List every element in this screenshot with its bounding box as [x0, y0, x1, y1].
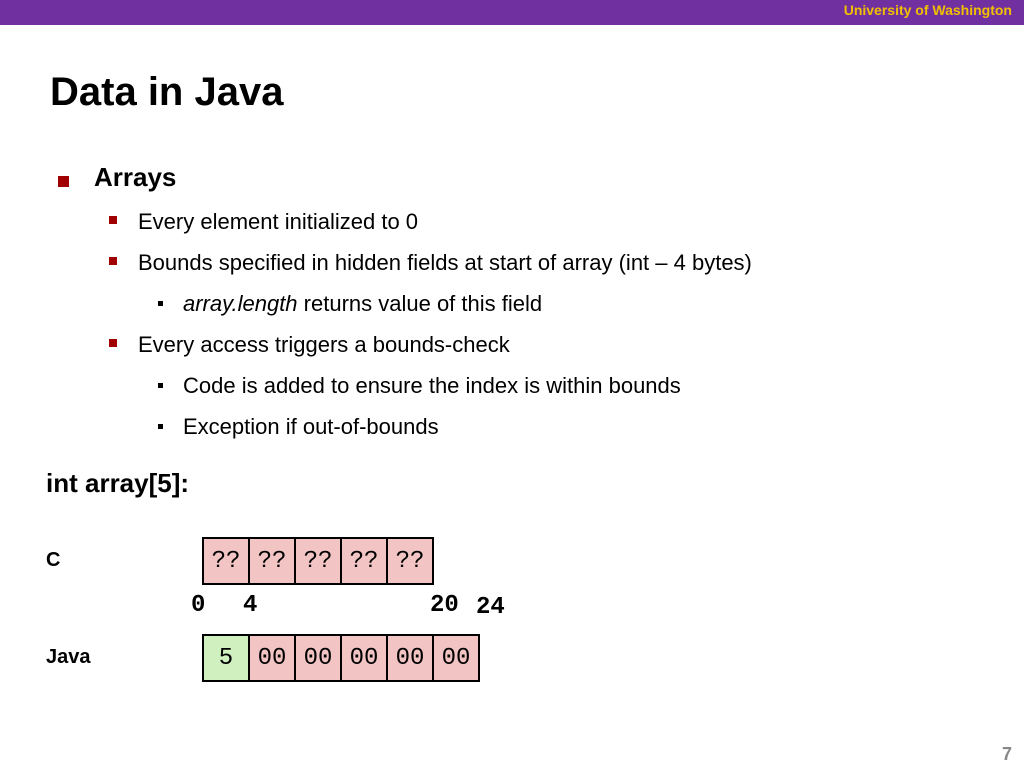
c-row-label: C [46, 549, 61, 571]
array-declaration: int array[5]: [46, 468, 190, 498]
java-cell: 00 [248, 634, 296, 682]
institution-name: University of Washington [843, 2, 1012, 18]
bullet-marker-l2 [109, 339, 117, 347]
bullet-marker-l2 [109, 257, 117, 265]
array-length-code: array.length [183, 291, 298, 316]
c-index-24: 24 [476, 594, 505, 621]
c-cell: ?? [248, 537, 296, 585]
c-cell: ?? [340, 537, 388, 585]
bullet-marker-l3 [158, 383, 163, 388]
c-cell: ?? [294, 537, 342, 585]
java-length-cell: 5 [202, 634, 250, 682]
java-cell: 00 [432, 634, 480, 682]
page-number: 7 [1001, 744, 1012, 764]
header-bar [0, 0, 1024, 25]
bullet-access: Every access triggers a bounds-check [138, 332, 510, 357]
java-array-cells [202, 634, 480, 682]
java-cell: 00 [340, 634, 388, 682]
bullet-exception: Exception if out-of-bounds [183, 414, 439, 439]
bullet-marker-l3 [158, 301, 163, 306]
c-index-20: 20 [430, 592, 459, 619]
bullet-init: Every element initialized to 0 [138, 209, 419, 234]
slide-title: Data in Java [50, 70, 284, 114]
array-length-text: returns value of this field [297, 291, 543, 316]
bullet-code-added: Code is added to ensure the index is within bounds [183, 373, 681, 398]
c-index-0: 0 [191, 592, 206, 619]
bullet-arrays: Arrays [94, 162, 177, 192]
bullet-bounds: Bounds specified in hidden fields at start of array (int – 4 bytes) [138, 250, 752, 275]
java-cell: 00 [294, 634, 342, 682]
c-cell: ?? [386, 537, 434, 585]
bullet-length [183, 291, 542, 317]
bullet-marker-l3 [158, 424, 163, 429]
c-array-cells [202, 537, 434, 585]
java-row-label: Java [46, 646, 91, 668]
bullet-marker-l1 [58, 176, 69, 187]
c-index-4: 4 [243, 592, 258, 619]
c-cell: ?? [202, 537, 250, 585]
bullet-marker-l2 [109, 216, 117, 224]
java-cell: 00 [386, 634, 434, 682]
